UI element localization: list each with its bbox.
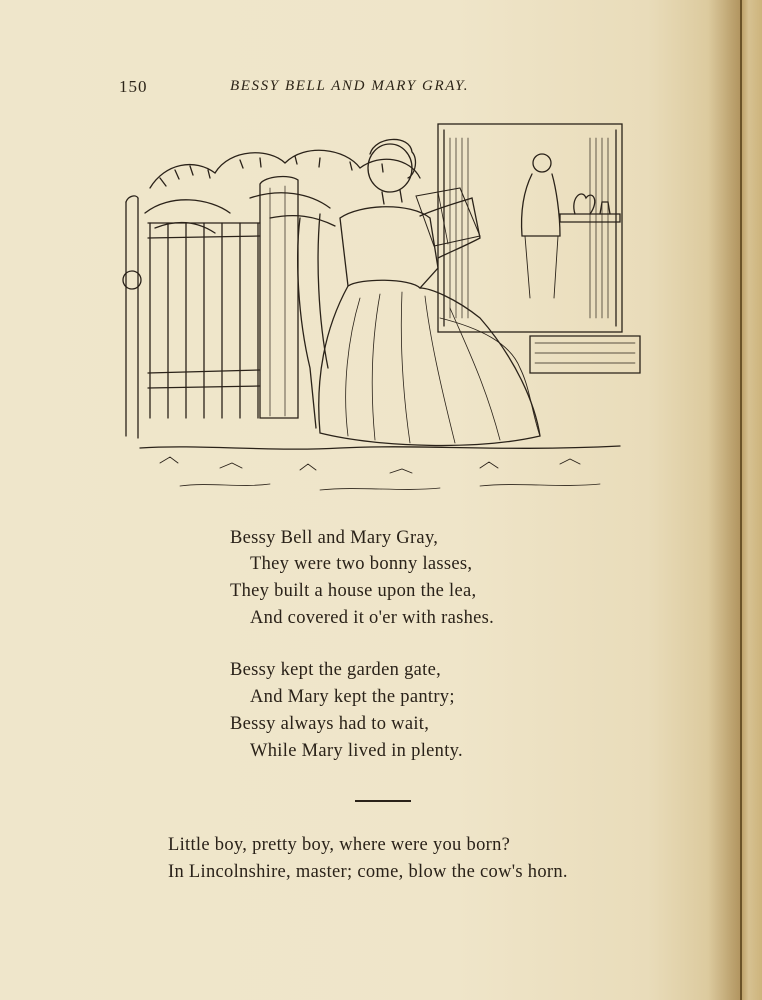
poem-line: Bessy Bell and Mary Gray,: [230, 528, 439, 548]
rhyme-line: Little boy, pretty boy, where were you born?: [168, 835, 511, 855]
next-page-edge: [740, 0, 762, 1000]
poem-line: They were two bonny lasses,: [250, 554, 473, 574]
rhyme-line: In Lincolnshire, master; come, blow the cow's horn.: [168, 862, 568, 882]
running-title: BESSY BELL AND MARY GRAY.: [230, 78, 470, 94]
page-header: [0, 77, 740, 99]
engraving-illustration: [120, 118, 646, 500]
page-gutter-shadow: [708, 0, 742, 1000]
poem-line: They built a house upon the lea,: [230, 581, 477, 601]
poem-line: Bessy always had to wait,: [230, 714, 430, 734]
poem-line: And Mary kept the pantry;: [250, 687, 455, 707]
poem-line: And covered it o'er with rashes.: [250, 608, 495, 628]
page-number: 150: [119, 77, 148, 96]
woman-reading-icon: [120, 118, 646, 500]
page-edge-line: [740, 0, 742, 1000]
section-divider: [355, 800, 411, 802]
poem-line: While Mary lived in plenty.: [250, 741, 463, 761]
poem-line: Bessy kept the garden gate,: [230, 660, 442, 680]
